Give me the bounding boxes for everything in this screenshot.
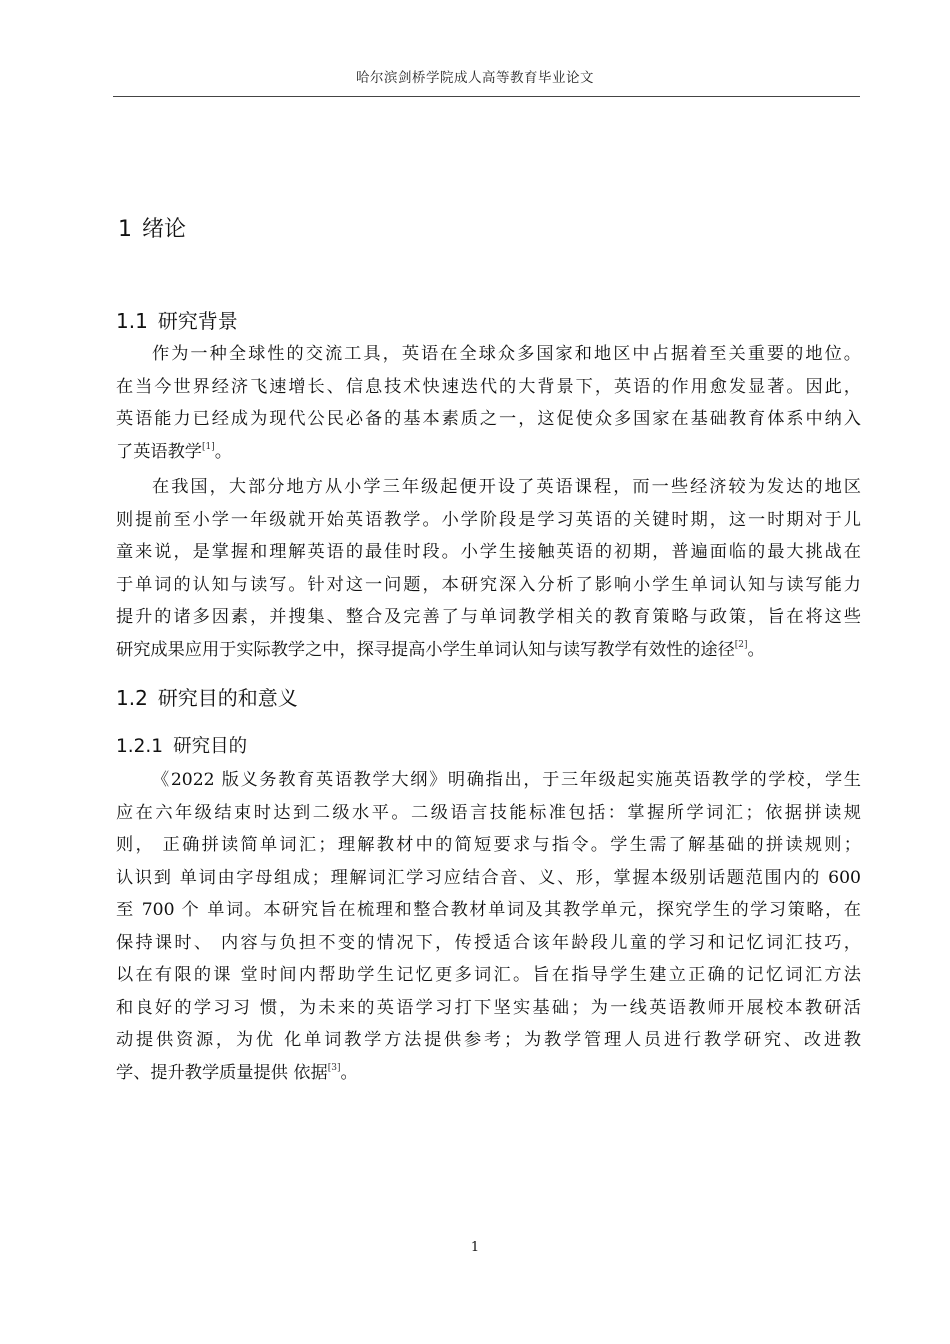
paragraph-background-1 — [116, 338, 861, 468]
citation-marker: [3] — [327, 1062, 341, 1073]
text-line: 则， 正确拼读简单词汇；理解教材中的简短要求与指令。学生需了解基础的拼读规则； — [116, 835, 861, 855]
line-text: 学、提升教学质量提供 依据 — [116, 1062, 328, 1083]
text-line: 保持课时、 内容与负担不变的情况下，传授适合该年龄段儿童的学习和记忆词汇技巧， — [116, 932, 861, 953]
text-line: 以在有限的课 堂时间内帮助学生记忆更多词汇。旨在指导学生建立正确的记忆词汇方法 — [116, 965, 861, 985]
page-number: 1 — [470, 1240, 480, 1255]
text-line: 应在六年级结束时达到二级水平。二级语言技能标准包括：掌握所学词汇；依据拼读规 — [116, 802, 861, 823]
text-line-last — [116, 1057, 861, 1090]
text-line: 于单词的认知与读写。针对这一问题，本研究深入分析了影响小学生单词认知与读写能力 — [116, 574, 861, 595]
text-line: 英语能力已经成为现代公民必备的基本素质之一，这促使众多国家在基础教育体系中纳入 — [116, 409, 861, 429]
citation-marker: [1] — [201, 441, 215, 452]
text-line: 在当今世界经济飞速增长、信息技术快速迭代的大背景下，英语的作用愈发显著。因此， — [116, 376, 861, 397]
section-title: 研究背景 — [157, 309, 238, 333]
line-text: 了英语教学 — [116, 441, 202, 462]
subsection-heading-1-2-1 — [116, 732, 247, 758]
line-text: 研究成果应用于实际教学之中，探寻提高小学生单词认知与读写教学有效性的途径 — [116, 639, 735, 660]
text-line: 认识到 单词由字母组成；理解词汇学习应结合音、义、形，掌握本级别话题范围内的 600 — [116, 867, 861, 888]
section-title: 研究目的和意义 — [157, 686, 298, 710]
text-line-last — [116, 634, 861, 667]
line-end: 。 — [340, 1062, 358, 1083]
chapter-heading — [118, 212, 186, 243]
subsection-number: 1.2.1 — [116, 736, 164, 757]
text-line: 动提供资源，为优 化单词教学方法提供参考；为教学管理人员进行教学研究、改进教 — [116, 1030, 861, 1050]
text-line: 作为一种全球性的交流工具，英语在全球众多国家和地区中占据着至关重要的地位。 — [152, 344, 861, 364]
page-header-title: 哈尔滨剑桥学院成人高等教育毕业论文 — [356, 70, 594, 86]
line-end: 。 — [214, 441, 232, 462]
text-line: 至 700 个 单词。本研究旨在梳理和整合教材单词及其教学单元，探究学生的学习策略，在 — [116, 900, 861, 920]
text-line: 提升的诸多因素，并搜集、整合及完善了与单词教学相关的教育策略与政策，旨在将这些 — [116, 607, 861, 627]
subsection-title: 研究目的 — [173, 736, 248, 757]
section-heading-1-1 — [116, 305, 238, 334]
text-line: 和良好的学习习 惯，为未来的英语学习打下坚实基础；为一线英语教师开展校本教研活 — [116, 997, 861, 1018]
text-line: 在我国，大部分地方从小学三年级起便开设了英语课程，而一些经济较为发达的地区 — [152, 477, 861, 497]
text-line: 则提前至小学一年级就开始英语教学。小学阶段是学习英语的关键时期，这一时期对于儿 — [116, 509, 861, 530]
section-number: 1.2 — [116, 686, 148, 710]
section-heading-1-2 — [116, 682, 298, 711]
paragraph-purpose — [116, 764, 861, 1089]
header-divider — [113, 96, 860, 97]
text-line-last — [116, 436, 861, 469]
chapter-title: 绪论 — [142, 217, 187, 242]
text-line: 《2022 版义务教育英语教学大纲》明确指出，于三年级起实施英语教学的学校，学生 — [152, 770, 861, 790]
line-end: 。 — [747, 639, 765, 660]
chapter-number: 1 — [118, 217, 132, 242]
paragraph-background-2 — [116, 471, 861, 666]
citation-marker: [2] — [734, 639, 748, 650]
text-line: 童来说，是掌握和理解英语的最佳时段。小学生接触英语的初期，普遍面临的最大挑战在 — [116, 542, 861, 562]
section-number: 1.1 — [116, 309, 148, 333]
